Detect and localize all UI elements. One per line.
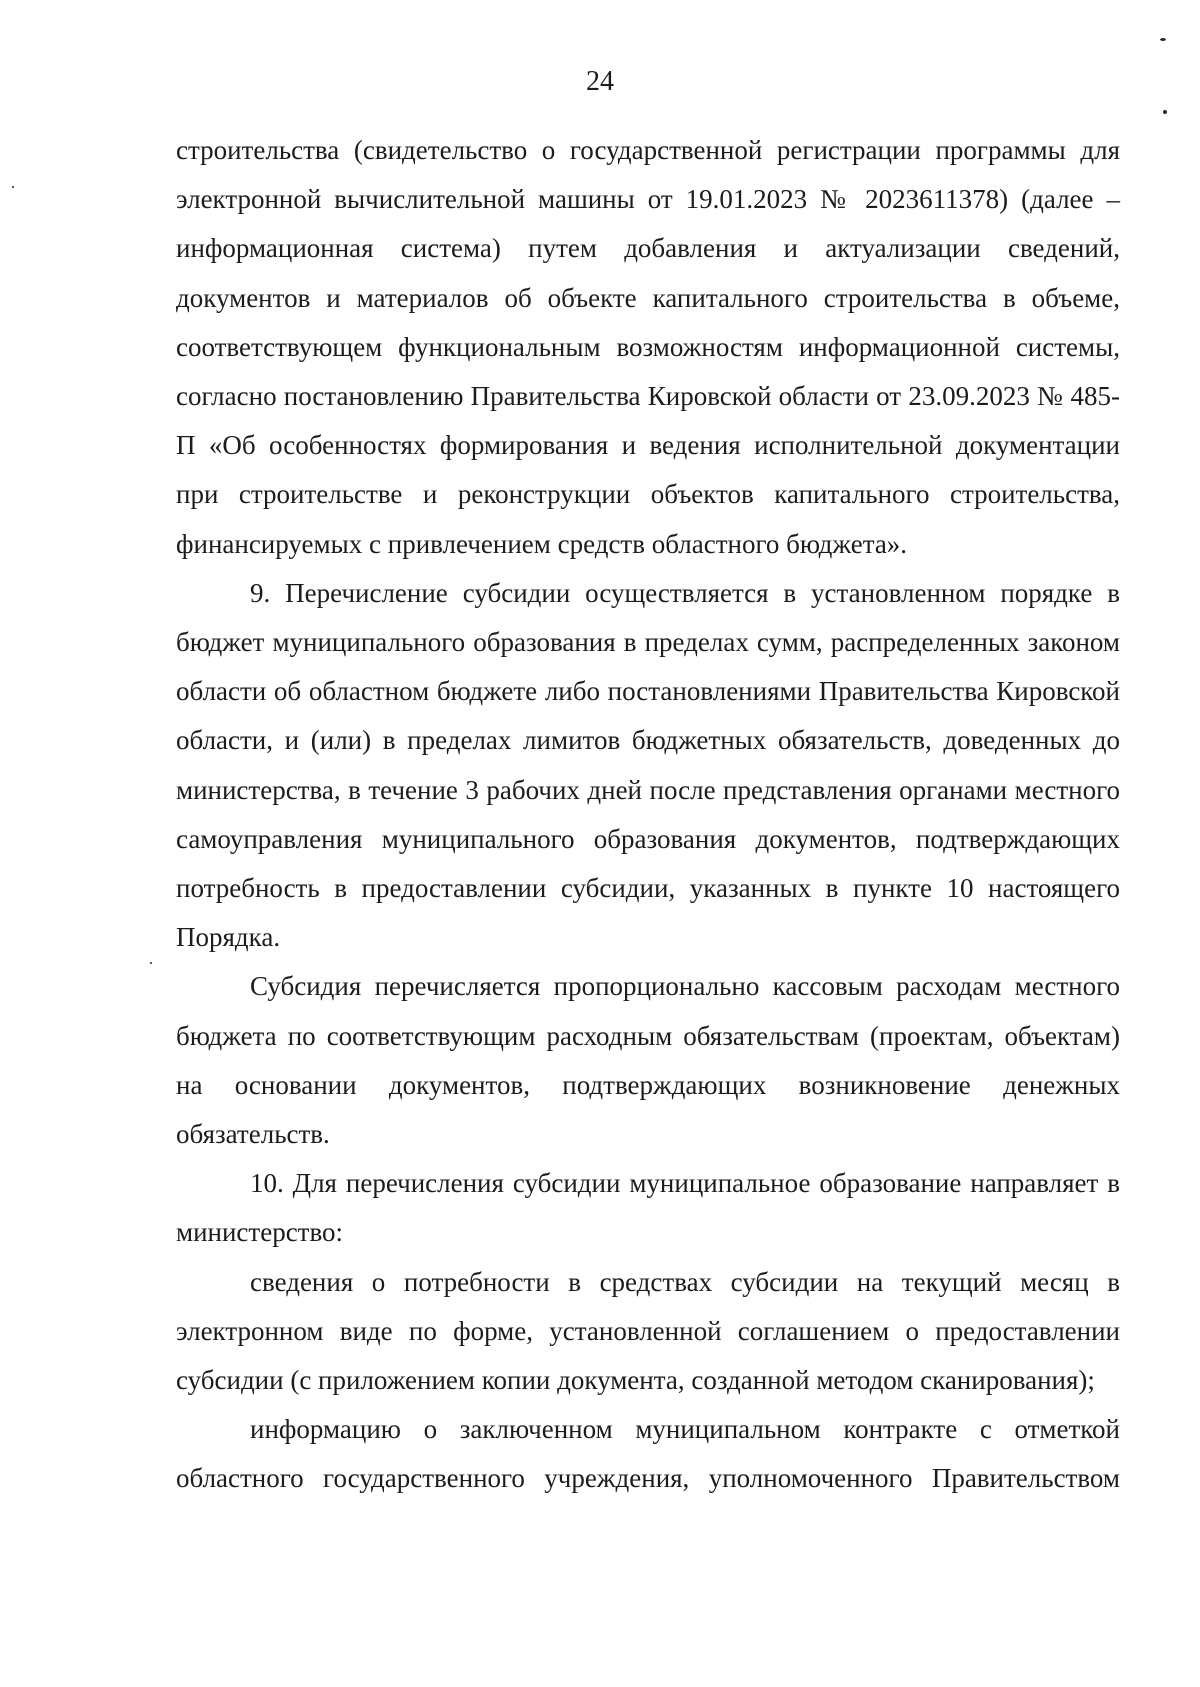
paragraph-item-9: 9. Перечисление субсидии осуществляется в установленном порядке в бюджет муниципального образования в пределах сумм, распределенных законом области об областном бюджете либо постановлениями Правительства Кировской области, и (или) в пределах лимитов бюджетных обязательств, доведенных до министерства, в течение 3 рабочих дней после представления органами местного самоуправления муниципального образования документов, подтверждающих потребность в предоставлении субсидии, указанных в пункте 10 настоящего Порядка. (176, 577, 1120, 953)
paragraph-continuation: строительства (свидетельство о государственной регистрации программы для электронной вычислительной машины от 19.01.2023 № 2023611378) (далее – информационная система) путем добавления и актуализации сведений, документов и материалов об объекте капитального строительства в объеме, соответствующем функциональным возможностям информационной системы, согласно постановлению Правительства Кировской области от 23.09.2023 № 485-П «Об особенностях формирования и ведения исполнительной документации при строительстве и реконструкции объектов капитального строительства, финансируемых с привлечением средств областного бюджета». (176, 135, 1120, 559)
document-body (176, 126, 1120, 1504)
paragraph-item-10: 10. Для перечисления субсидии муниципальное образование направляет в министерство: (176, 1168, 1120, 1248)
scan-speck (1160, 38, 1166, 41)
page-number: 24 (586, 66, 614, 97)
scan-speck (150, 962, 152, 964)
paragraph-subsidy-transfer: Субсидия перечисляется пропорционально кассовым расходам местного бюджета по соответствующим расходным обязательствам (проектам, объектам) на основании документов, подтверждающих возникновение денежных обязательств. (176, 971, 1120, 1150)
scan-speck (1163, 110, 1167, 114)
scan-speck (12, 186, 14, 188)
paragraph-contract-info: информацию о заключенном муниципальном контракте с отметкой областного государственного учреждения, уполномоченного Правительством (176, 1414, 1120, 1494)
paragraph-needs-info: сведения о потребности в средствах субсидии на текущий месяц в электронном виде по форме, установленной соглашением о предоставлении субсидии (с приложением копии документа, созданной методом сканирования); (176, 1266, 1120, 1396)
